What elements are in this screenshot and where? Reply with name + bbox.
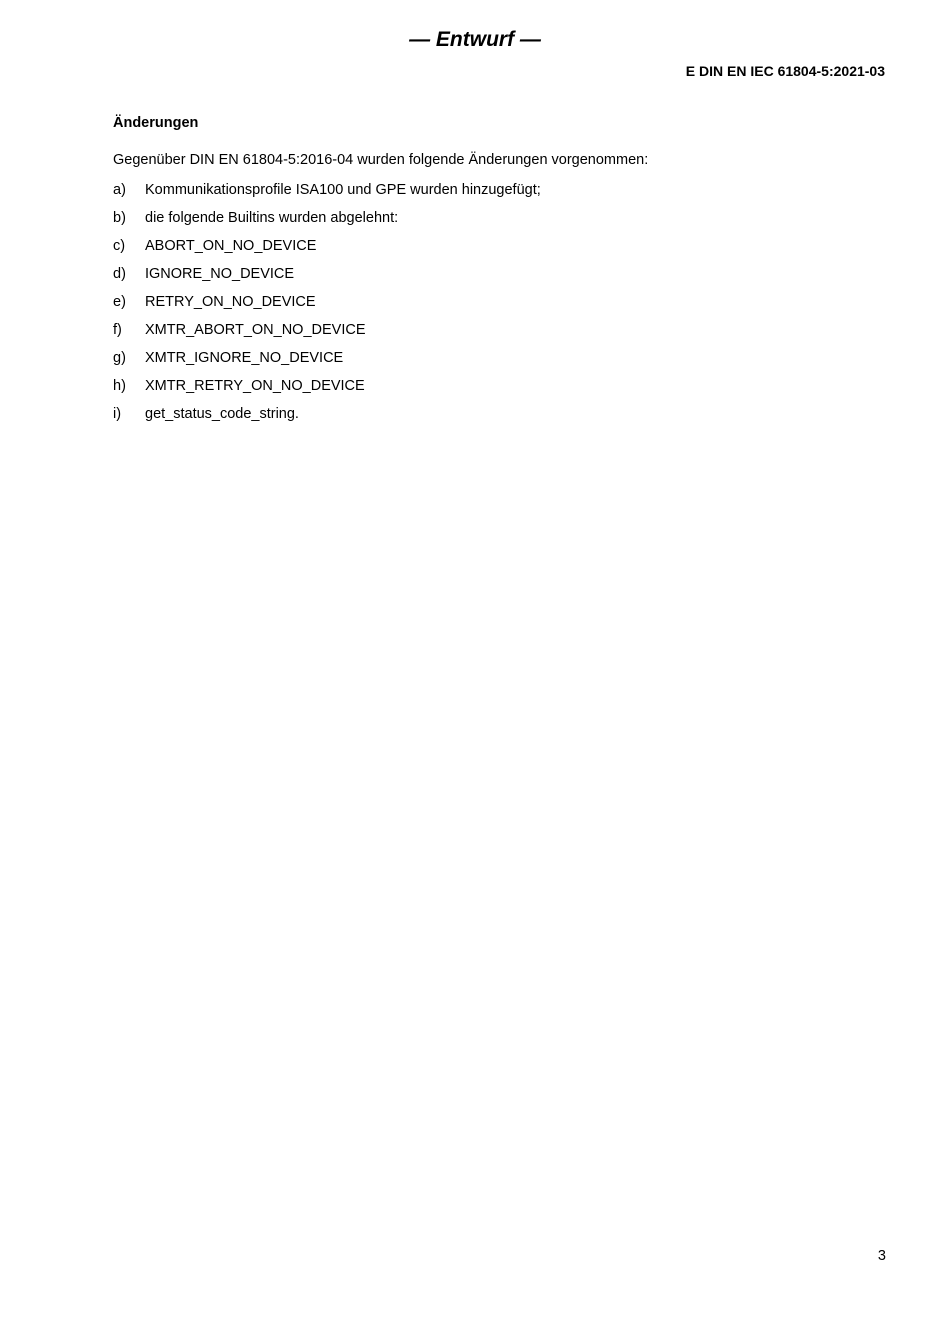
list-item-text: XMTR_ABORT_ON_NO_DEVICE [145,322,366,338]
list-item [113,181,541,209]
intro-paragraph: Gegenüber DIN EN 61804-5:2016-04 wurden folgende Änderungen vorgenommen: [113,152,649,168]
page-number: 3 [877,1248,886,1264]
section-heading: Änderungen [113,115,199,131]
list-item-text: XMTR_IGNORE_NO_DEVICE [145,350,344,366]
list-item-marker: h) [113,378,126,394]
list-item-text: XMTR_RETRY_ON_NO_DEVICE [145,378,365,394]
list-item-marker: b) [113,210,126,226]
list-item-text: ABORT_ON_NO_DEVICE [145,238,317,254]
list-item-text: IGNORE_NO_DEVICE [145,266,295,282]
list-item [113,209,541,237]
list-item-marker: i) [113,406,122,422]
list-item [113,321,541,349]
list-item-marker: c) [113,238,126,254]
list-item-text: get_status_code_string. [145,406,299,422]
list-item-marker: d) [113,266,126,282]
list-item-text: die folgende Builtins wurden abgelehnt: [145,210,399,226]
list-item [113,293,541,321]
list-item [113,405,541,433]
list-item-text: RETRY_ON_NO_DEVICE [145,294,316,310]
draft-banner: — Entwurf — [409,28,541,51]
list-item [113,349,541,377]
list-item-marker: f) [113,322,122,338]
list-item [113,377,541,405]
list-item-marker: g) [113,350,126,366]
list-item-marker: a) [113,182,126,198]
list-item [113,265,541,293]
list-item-text: Kommunikationsprofile ISA100 und GPE wurden hinzugefügt; [145,182,541,198]
list-item-marker: e) [113,294,126,310]
change-list [113,181,541,433]
list-item [113,237,541,265]
document-id: E DIN EN IEC 61804-5:2021-03 [685,63,885,79]
